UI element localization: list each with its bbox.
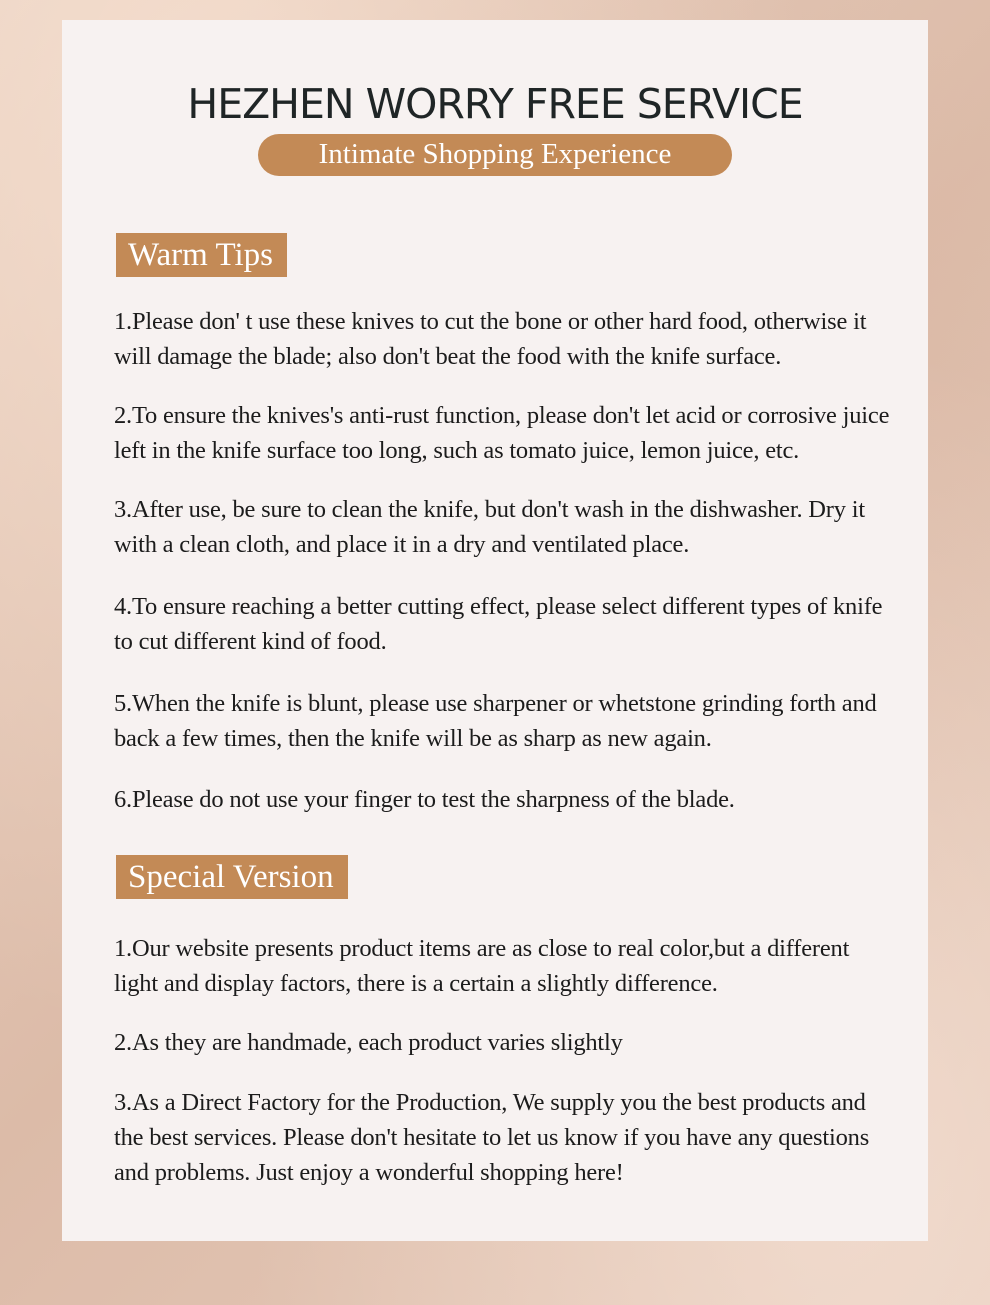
warm-tips-heading: Warm Tips (116, 233, 287, 277)
warm-tip-6: 6.Please do not use your finger to test the sharpness of the blade. (114, 786, 735, 813)
warm-tip-1: 1.Please don' t use these knives to cut the bone or other hard food, otherwise it will damage the blade; also don't beat the food with the knife surface. (114, 308, 867, 370)
special-version-heading: Special Version (116, 855, 348, 899)
warm-tip-5: 5.When the knife is blunt, please use sharpener or whetstone grinding forth and back a few times, then the knife will be as sharp as new again. (114, 690, 877, 752)
subtitle-badge: Intimate Shopping Experience (258, 134, 732, 176)
special-note-1: 1.Our website presents product items are as close to real color,but a different light and display factors, there is a certain a slightly difference. (114, 935, 850, 997)
service-card (62, 20, 928, 1241)
page-title: HEZHEN WORRY FREE SERVICE (187, 80, 803, 128)
special-note-2: 2.As they are handmade, each product varies slightly (114, 1029, 623, 1056)
warm-tip-2: 2.To ensure the knives's anti-rust function, please don't let acid or corrosive juice left in the knife surface too long, such as tomato juice, lemon juice, etc. (114, 402, 890, 464)
warm-tip-4: 4.To ensure reaching a better cutting effect, please select different types of knife to cut different kind of food. (114, 593, 883, 655)
special-note-3: 3.As a Direct Factory for the Production, We supply you the best products and the best services. Please don't hesitate to let us know if you have any questions and problems. Just enjoy a wonderful shopping here! (114, 1089, 870, 1186)
warm-tip-3: 3.After use, be sure to clean the knife, but don't wash in the dishwasher. Dry it with a clean cloth, and place it in a dry and ventilated place. (114, 496, 865, 558)
